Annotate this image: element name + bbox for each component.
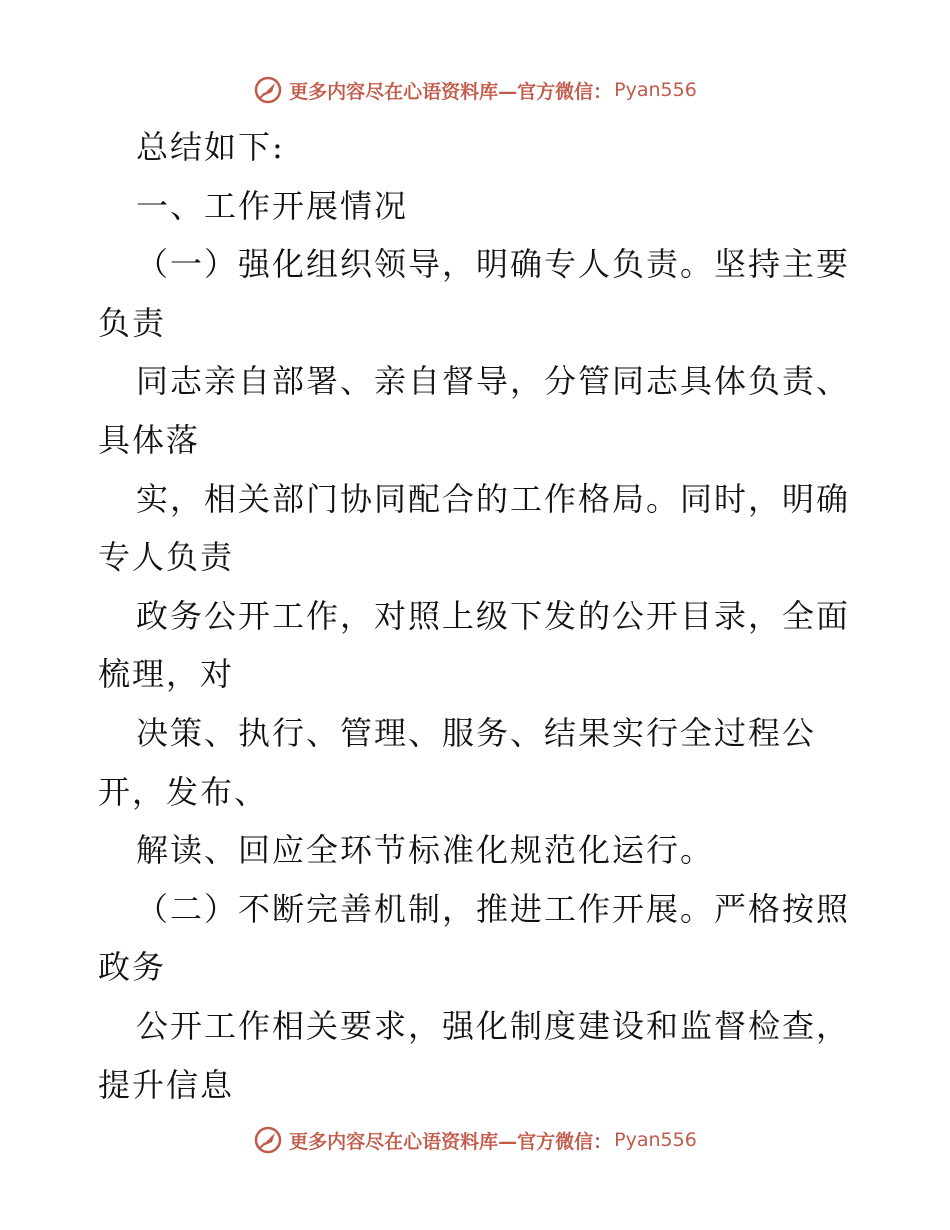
body-line: 实，相关部门协同配合的工作格局。同时，明确 (136, 479, 851, 518)
quill-logo-icon (253, 75, 283, 105)
body-line: 公开工作相关要求，强化制度建设和监督检查， (136, 1006, 851, 1045)
body-line: 具体落 (98, 420, 201, 459)
body-line: （二）不断完善机制，推进工作开展。严格按照 (136, 889, 851, 928)
body-line: 解读、回应全环节标准化规范化运行。 (136, 831, 715, 870)
footer-banner (0, 1120, 950, 1160)
document-body (98, 118, 858, 1114)
body-line: 提升信息 (98, 1065, 235, 1104)
body-line: 同志亲自部署、亲自督导，分管同志具体负责、 (136, 362, 851, 401)
header-banner-text: 更多内容尽在心语资料库—官方微信： (289, 80, 613, 103)
body-line: 政务公开工作，对照上级下发的公开目录，全面 (136, 596, 851, 635)
header-banner-handle: Pyan556 (614, 79, 697, 101)
body-line: 总结如下: (136, 128, 285, 166)
body-line: （一）强化组织领导，明确专人负责。坚持主要 (136, 245, 851, 284)
body-line: 负责 (98, 303, 167, 342)
body-line: 开，发布、 (98, 772, 269, 811)
body-line: 梳理，对 (98, 655, 235, 694)
body-line: 专人负责 (98, 538, 235, 577)
footer-banner-handle: Pyan556 (614, 1129, 697, 1151)
body-line: 政务 (98, 948, 167, 987)
body-line: 决策、执行、管理、服务、结果实行全过程公 (136, 713, 817, 752)
footer-banner-text: 更多内容尽在心语资料库—官方微信： (289, 1130, 613, 1153)
header-banner (0, 70, 950, 110)
quill-logo-icon (253, 1125, 283, 1155)
section-heading: 一、工作开展情况 (136, 186, 409, 225)
